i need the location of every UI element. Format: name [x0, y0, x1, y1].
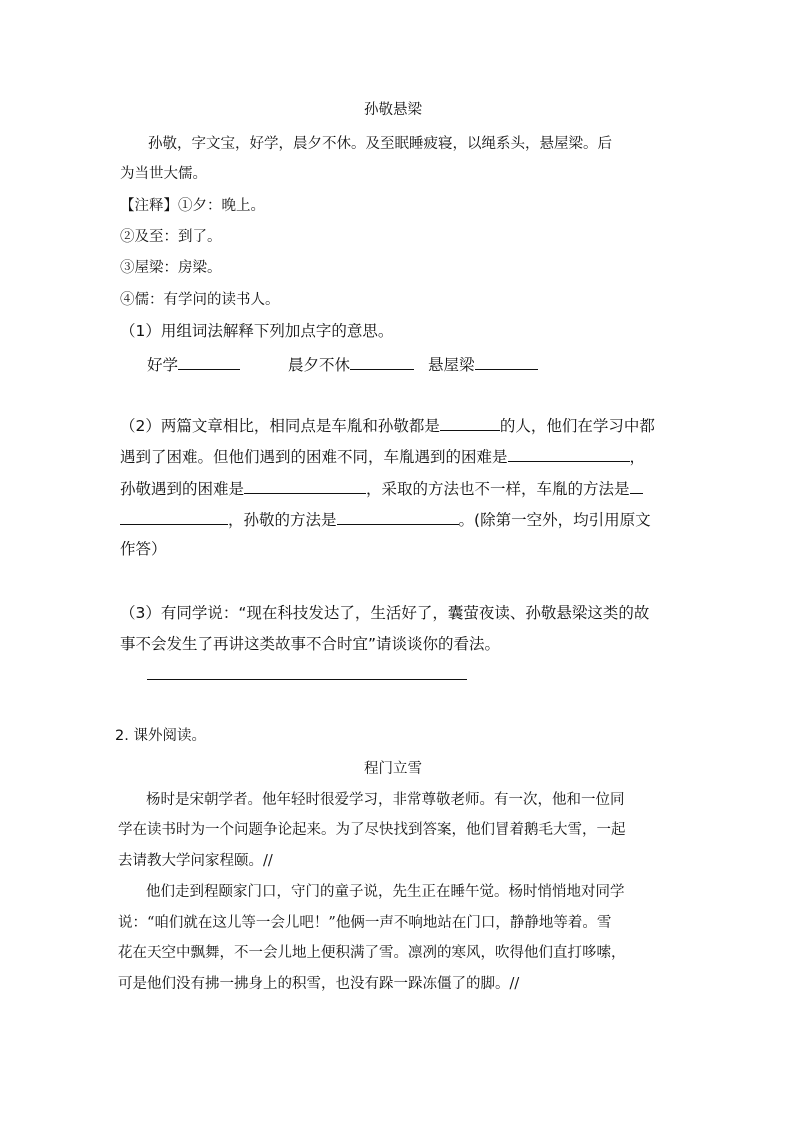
answer-blank[interactable]	[440, 414, 500, 431]
q2-text: 的人，他们在学习中都	[499, 417, 655, 435]
section2-title: 程门立雪	[364, 761, 422, 777]
answer-blank[interactable]	[337, 508, 459, 525]
answer-blank[interactable]	[350, 353, 414, 370]
answer-blank[interactable]	[244, 477, 366, 494]
q1-item-2-label: 晨夕不休	[288, 356, 351, 374]
q1-item-1-label: 好学	[147, 356, 179, 374]
q2-text: 遇到了困难。但他们遇到的困难不同，车胤遇到的困难是	[120, 448, 508, 466]
q1-prompt: （1）用组词法解释下列加点字的意思。	[120, 322, 394, 340]
q2-line5: 作答）	[120, 540, 167, 558]
section2-line-4: 他们走到程颐家门口，守门的童子说，先生正在睡午觉。杨时悄悄地对同学	[146, 884, 625, 900]
q2-text: ，采取的方法也不一样，车胤的方法是	[366, 480, 630, 498]
section2-line-3: 去请教大学问家程颐。//	[118, 853, 273, 869]
q2-text: （2）两篇文章相比，相同点是车胤和孙敬都是	[120, 417, 440, 435]
section2-line-7: 可是他们没有拂一拂身上的积雪，也没有跺一跺冻僵了的脚。//	[118, 976, 520, 992]
q1-item-3-label: 悬屋梁	[428, 356, 475, 374]
section2-line-2: 学在读书时为一个问题争论起来。为了尽快找到答案，他们冒着鹅毛大雪，一起	[118, 822, 626, 838]
answer-blank[interactable]	[120, 508, 228, 525]
passage1-text-line2: 为当世大儒。	[120, 166, 207, 182]
section2-line-1: 杨时是宋朝学者。他年轻时很爱学习，非常尊敬老师。有一次，他和一位同	[146, 792, 625, 808]
note-4: ④儒：有学问的读书人。	[120, 292, 280, 308]
section2-line-5: 说：“咱们就在这儿等一会儿吧！”他俩一声不响地站在门口，静静地等着。雪	[118, 915, 612, 931]
q2-line3	[120, 477, 643, 499]
answer-blank[interactable]	[508, 445, 630, 462]
note-2: ②及至：到了。	[120, 229, 222, 245]
q1-item-1	[147, 353, 240, 375]
q2-text: ，孙敬的方法是	[228, 511, 337, 529]
answer-blank[interactable]	[475, 353, 538, 370]
passage1-title: 孙敬悬梁	[364, 102, 422, 118]
q2-line1	[120, 414, 655, 436]
q2-line2	[120, 445, 645, 467]
q1-item-2	[288, 353, 414, 375]
q1-item-3	[428, 353, 538, 375]
q3-line2: 事不会发生了再讲这类故事不合时宜”请谈谈你的看法。	[120, 635, 501, 653]
section2-line-6: 花在天空中飘舞，不一会儿地上便积满了雪。凛冽的寒风，吹得他们直打哆嗦，	[118, 945, 626, 961]
q2-text: 。(除第一空外，均引用原文	[458, 511, 651, 529]
q3-line1: （3）有同学说：“现在科技发达了，生活好了，囊萤夜读、孙敬悬梁这类的故	[120, 604, 650, 622]
note-1: 【注释】①夕：晚上。	[120, 198, 265, 214]
q3-answer-line[interactable]	[147, 679, 467, 680]
q2-text: ，	[629, 448, 646, 466]
q2-text: 孙敬遇到的困难是	[120, 480, 245, 498]
q2-line4	[120, 508, 651, 530]
answer-blank[interactable]	[630, 477, 643, 494]
note-3: ③屋梁：房梁。	[120, 260, 222, 276]
passage1-text-line1: 孙敬，字文宝，好学，晨夕不休。及至眠睡疲寝，以绳系头，悬屋梁。后	[148, 136, 612, 152]
answer-blank[interactable]	[178, 353, 240, 370]
section2-heading: 2. 课外阅读。	[115, 728, 206, 744]
